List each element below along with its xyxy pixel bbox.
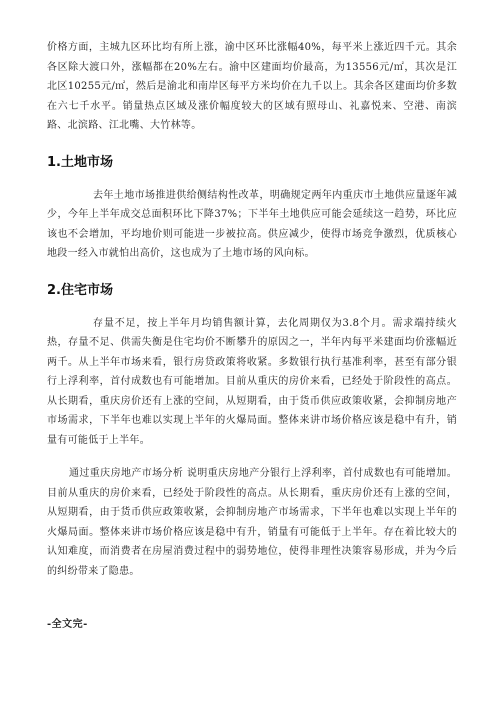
housing-market-paragraph-1: 存量不足，按上半年月均销售额计算，去化周期仅为3.8个月。需求端持续火热，存量不足、供需失衡是住宅均价不断攀升的原因之一，半年内每平米建面均价涨幅近两千。从上半年市场来看，银行房贷政策将收紧。多数银行执行基准利率，甚至有部分银行上浮利率，首付成数也有可能增加。目前从重庆的房价来看，已经处于阶段性的高点。从长期看，重庆房价还有上涨的空间，从短期看，由于货币供应政策收紧，会抑制房地产市场需求，下半年也难以实现上半年的火爆局面。整体来讲市场价格应该是稳中有升，销量有可能低于上半年。: [47, 317, 457, 446]
section-heading-housing-market: 2.住宅市场: [47, 282, 113, 298]
end-of-document-mark: -全文完-: [47, 619, 88, 630]
section-heading-land-market: 1.土地市场: [47, 154, 113, 170]
housing-market-paragraph-2: 通过重庆房地产市场分析 说明重庆房地产分银行上浮利率，首付成数也有可能增加。目前从重庆的房价来看，已经处于阶段性的高点。从长期看，重庆房价还有上涨的空间，从短期看，由于货币供应政策收紧，会抑制房地产市场需求，下半年也难以实现上半年的火爆局面。整体来讲市场价格应该是稳中有升，销量有可能低于上半年。存在着比较大的认知难度，而消费者在房屋消费过程中的弱势地位，使得非理性决策容易形成，并为今后的纠纷带来了隐患。: [47, 468, 457, 577]
paragraph-gap: [47, 450, 457, 464]
intro-paragraph: 价格方面，主城九区环比均有所上涨，渝中区环比涨幅40%，每平米上涨近四千元。其余各区除大渡口外，涨幅都在20%左右。渝中区建面均价最高，为13556元/㎡，其次是江北区10255元/㎡，然后是渝北和南岸区每平方米均价在九千以上。其余各区建面均价多数在六七千水平。销量热点区域及涨价幅度较大的区域有照母山、礼嘉悦来、空港、南滨路、北滨路、江北嘴、大竹林等。: [47, 42, 457, 131]
land-market-paragraph: 去年土地市场推进供给侧结构性改革，明确规定两年内重庆市土地供应量逐年减少，今年上半年成交总面积环比下降37%；下半年土地供应可能会延续这一趋势，环比应该也不会增加，平均地价则可能进一步被拉高。供应减少，使得市场竞争激烈，优质核心地段一经入市就怕出高价，这也成为了土地市场的风向标。: [47, 189, 457, 259]
document-page: [47, 38, 457, 630]
